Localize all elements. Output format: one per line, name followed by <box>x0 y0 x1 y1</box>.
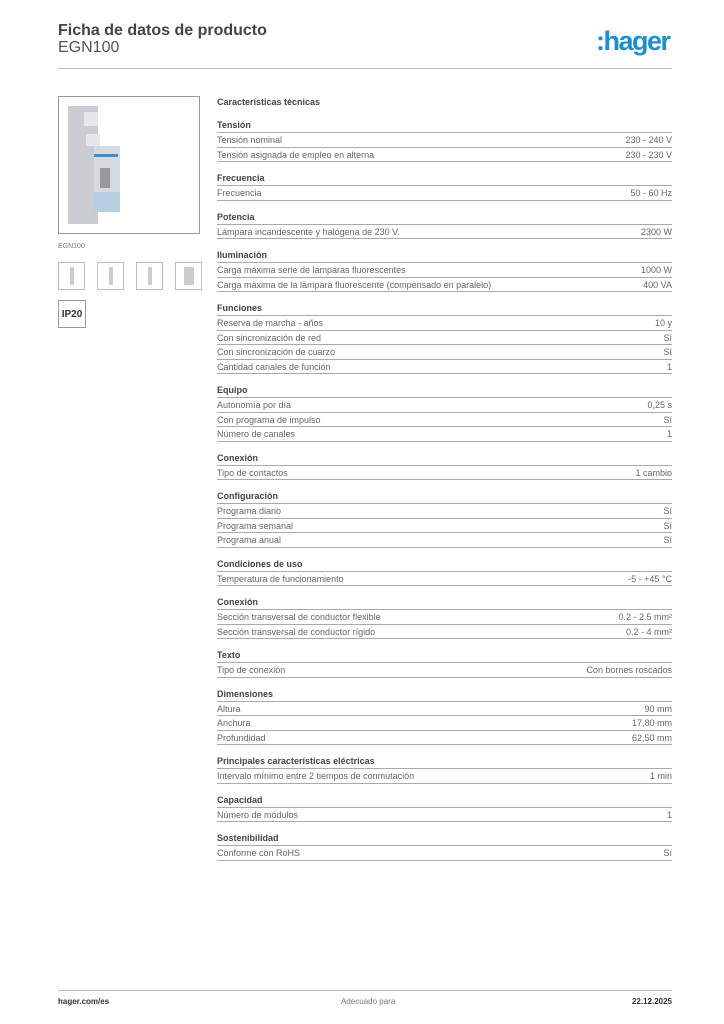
spec-label: Tipo de contactos <box>217 467 288 478</box>
spec-value: 10 y <box>654 318 672 328</box>
spec-section <box>217 490 672 548</box>
section-heading: Equipo <box>217 384 672 398</box>
spec-row <box>217 148 672 163</box>
spec-section <box>217 384 672 442</box>
spec-section <box>217 755 672 784</box>
spec-value: Sí <box>663 848 672 858</box>
section-heading: Condiciones de uso <box>217 558 672 572</box>
spec-value: 1000 W <box>640 265 672 275</box>
thumbnail-2[interactable] <box>97 262 124 290</box>
spec-label: Tensión nominal <box>217 135 283 145</box>
spec-label: Número de módulos <box>217 809 299 820</box>
spec-label: Profundidad <box>217 732 266 743</box>
spec-row <box>217 846 672 861</box>
spec-label: Número de canales <box>217 429 296 439</box>
spec-row <box>217 133 672 148</box>
spec-row <box>217 610 672 625</box>
spec-value: 1 <box>666 361 672 372</box>
spec-row <box>217 533 672 548</box>
spec-value: 1 <box>666 429 672 439</box>
spec-row <box>217 413 672 428</box>
spec-row <box>217 466 672 481</box>
spec-section <box>217 649 672 678</box>
technical-specs <box>217 95 672 871</box>
timer-device-icon <box>66 104 122 226</box>
specs-title: Características técnicas <box>217 97 321 107</box>
spec-value: 230 - 240 V <box>625 135 672 145</box>
spec-row <box>217 331 672 346</box>
section-heading: Iluminación <box>217 249 672 263</box>
spec-label: Conforme con RoHS <box>217 848 301 858</box>
spec-section <box>217 249 672 292</box>
spec-row <box>217 702 672 717</box>
spec-value: 1 cambio <box>635 467 672 478</box>
page-title: Ficha de datos de producto <box>58 22 267 39</box>
spec-label: Con sincronización de cuarzo <box>217 347 336 357</box>
section-heading: Principales características eléctricas <box>217 755 672 769</box>
spec-value: Sí <box>663 506 672 516</box>
spec-label: Sección transversal de conductor flexible <box>217 612 381 622</box>
spec-label: Cantidad canales de función <box>217 361 331 372</box>
spec-section <box>217 452 672 481</box>
spec-value: 50 - 60 Hz <box>630 188 672 198</box>
spec-value: 0.2 - 4 mm² <box>625 626 672 637</box>
section-heading: Dimensiones <box>217 688 672 702</box>
footer-date: 22.12.2025 <box>631 997 672 1006</box>
thumbnail-3[interactable] <box>136 262 163 290</box>
section-heading: Potencia <box>217 211 672 225</box>
section-heading: Funciones <box>217 302 672 316</box>
spec-value: Sí <box>663 332 672 343</box>
spec-value: Sí <box>663 520 672 531</box>
spec-row <box>217 808 672 823</box>
spec-row <box>217 769 672 784</box>
spec-section <box>217 119 672 162</box>
spec-value: 0.2 - 2.5 mm² <box>618 612 672 622</box>
spec-row <box>217 225 672 240</box>
spec-section <box>217 688 672 746</box>
footer-website[interactable]: hager.com/es <box>58 997 110 1006</box>
thumbnail-1[interactable] <box>58 262 85 290</box>
spec-label: Intervalo mínimo entre 2 tiempos de conmutación <box>217 771 415 781</box>
spec-row <box>217 504 672 519</box>
spec-section <box>217 172 672 201</box>
spec-row <box>217 625 672 640</box>
section-heading: Capacidad <box>217 794 672 808</box>
spec-value: 2300 W <box>640 226 672 237</box>
spec-label: Anchura <box>217 718 251 728</box>
spec-row <box>217 519 672 534</box>
spec-label: Autonomía por día <box>217 400 292 410</box>
spec-label: Reserva de marcha - años <box>217 318 324 328</box>
section-heading: Texto <box>217 649 672 663</box>
section-heading: Configuración <box>217 490 672 504</box>
product-image <box>58 96 200 234</box>
spec-section <box>217 596 672 639</box>
spec-row <box>217 278 672 293</box>
spec-label: Tensión asignada de empleo en alterna <box>217 149 375 160</box>
spec-value: 1 <box>666 809 672 820</box>
spec-label: Lámpara incandescente y halógena de 230 V. <box>217 226 400 237</box>
spec-section <box>217 558 672 587</box>
ip-rating-badge: IP20 <box>58 300 86 328</box>
spec-value: 400 VA <box>643 279 672 290</box>
spec-value: 62,50 mm <box>631 732 672 743</box>
spec-label: Sección transversal de conductor rígido <box>217 626 376 637</box>
spec-row <box>217 716 672 731</box>
spec-row <box>217 316 672 331</box>
header-divider <box>58 68 672 69</box>
section-heading: Conexión <box>217 596 672 610</box>
spec-row <box>217 360 672 375</box>
spec-value: 90 mm <box>644 703 672 714</box>
spec-value: Sí <box>663 414 672 425</box>
hager-logo: :hager <box>596 26 670 56</box>
spec-value: 1 min <box>649 771 672 781</box>
spec-row <box>217 398 672 413</box>
spec-row <box>217 572 672 587</box>
spec-value: Con bornes roscados <box>586 665 672 675</box>
spec-row <box>217 186 672 201</box>
spec-row <box>217 263 672 278</box>
spec-value: Sí <box>663 347 672 357</box>
spec-section <box>217 832 672 861</box>
spec-label: Con programa de impulso <box>217 414 321 425</box>
spec-row <box>217 663 672 678</box>
spec-label: Temperatura de funcionamiento <box>217 573 344 584</box>
spec-value: Sí <box>663 535 672 545</box>
spec-value: 17,80 mm <box>631 718 672 728</box>
spec-label: Carga máxima serie de lámparas fluorescentes <box>217 265 406 275</box>
spec-row <box>217 427 672 442</box>
spec-label: Tipo de conexión <box>217 665 286 675</box>
section-heading: Sostenibilidad <box>217 832 672 846</box>
spec-label: Altura <box>217 703 241 714</box>
section-heading: Conexión <box>217 452 672 466</box>
spec-value: 0,25 s <box>647 400 672 410</box>
footer-note: Adecuado para <box>341 997 396 1006</box>
spec-row <box>217 345 672 360</box>
spec-label: Programa semanal <box>217 520 294 531</box>
product-code: EGN100 <box>58 39 120 56</box>
spec-row <box>217 731 672 746</box>
spec-label: Con sincronización de red <box>217 332 322 343</box>
section-heading: Frecuencia <box>217 172 672 186</box>
spec-section <box>217 302 672 374</box>
spec-section <box>217 794 672 823</box>
footer-divider <box>58 990 672 991</box>
spec-label: Carga máxima de la lámpara fluorescente (compensado en paralelo) <box>217 279 492 290</box>
spec-value: 230 - 230 V <box>625 149 672 160</box>
spec-label: Frecuencia <box>217 188 262 198</box>
section-heading: Tensión <box>217 119 672 133</box>
image-caption: EGN100 <box>58 243 85 250</box>
spec-label: Programa diario <box>217 506 282 516</box>
spec-section <box>217 211 672 240</box>
spec-label: Programa anual <box>217 535 282 545</box>
thumbnail-4[interactable] <box>175 262 202 290</box>
spec-value: -5 - +45 °C <box>628 573 672 584</box>
